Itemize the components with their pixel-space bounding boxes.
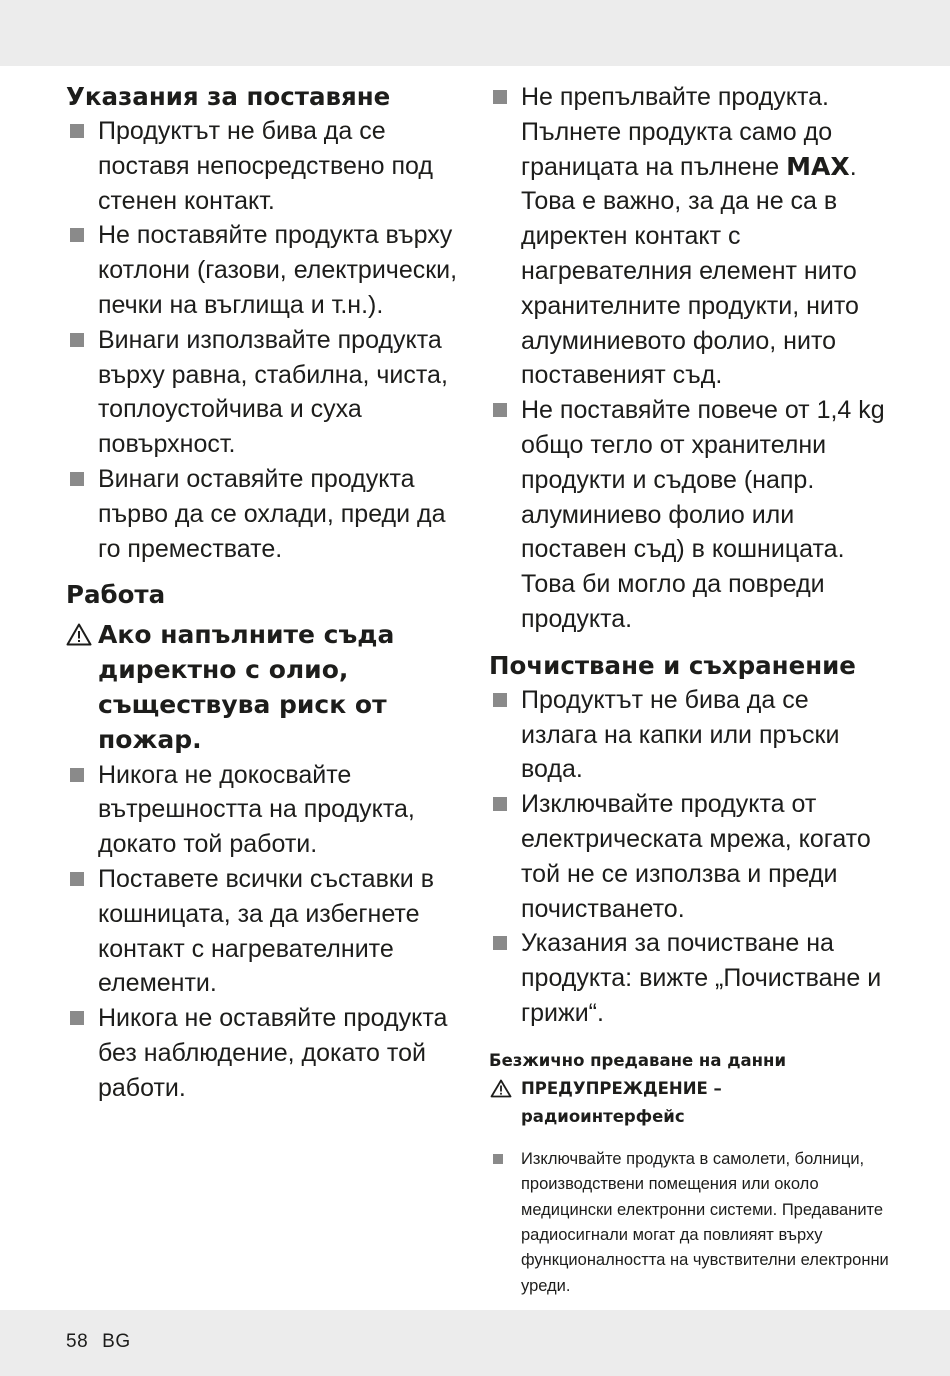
list-item-text: . Това е важно, за да не са в директен контакт с нагревателния елемент нито хранителните продукти, нито алуминиевото фолио, нито поставеният съд. <box>521 152 859 390</box>
warning-line-2: радиоинтерфейс <box>521 1106 685 1126</box>
list-item-text: Не препълвайте продукта. Пълнете продукта само до границата на пълнене <box>521 83 833 181</box>
list-item <box>489 683 889 787</box>
header-band <box>0 0 950 66</box>
square-bullet-icon <box>70 228 84 242</box>
list-item <box>489 393 889 637</box>
list-item-text: Продуктът не бива да се поставя непосредствено под стенен контакт. <box>98 117 433 215</box>
warning-text: Ако напълните съда директно с олио, съществува риск от пожар. <box>98 620 395 754</box>
square-bullet-icon <box>493 90 507 104</box>
cleaning-list <box>489 683 889 1031</box>
square-bullet-icon <box>493 797 507 811</box>
square-bullet-icon <box>70 872 84 886</box>
list-item-text: Не поставяйте повече от 1,4 kg общо тегло от хранителни продукти и съдове (напр. алуминиево фолио или поставен съд) в кошницата. Това би могло да повреди продукта. <box>521 396 885 633</box>
list-item-text: Никога не оставяйте продукта без наблюдение, докато той работи. <box>98 1004 448 1102</box>
list-item-text: Изключвайте продукта от електрическата мрежа, когато той не се използва и преди почистването. <box>521 790 871 923</box>
left-column <box>66 80 466 1106</box>
placement-heading: Указания за поставяне <box>66 82 391 111</box>
wireless-heading: Безжично предаване на данни <box>489 1050 787 1070</box>
fire-risk-warning <box>66 618 466 757</box>
page-number: 58 <box>66 1331 89 1352</box>
list-item-text: Винаги използвайте продукта върху равна, стабилна, чиста, топлоустойчива и суха повърхност. <box>98 325 448 459</box>
list-item-text: Никога не докосвайте вътрешността на продукта, докато той работи. <box>98 760 415 859</box>
list-item-text: Изключвайте продукта в самолети, болници, производствени помещения или около медицински електронни системи. Предаваните радиосигнали могат да повлияят върху функционалността на чувствителни електронни уреди. <box>521 1149 889 1295</box>
warning-line-1: ПРЕДУПРЕЖДЕНИЕ – <box>521 1078 722 1098</box>
list-item-text: Винаги оставяйте продукта първо да се охлади, преди да го премествате. <box>98 464 446 563</box>
square-bullet-icon <box>70 124 84 138</box>
language-code: BG <box>102 1331 131 1352</box>
radio-interface-warning <box>489 1075 889 1131</box>
operation-list-continued <box>489 80 889 637</box>
square-bullet-icon <box>70 333 84 347</box>
square-bullet-icon <box>493 1154 503 1164</box>
operation-heading: Работа <box>66 580 166 610</box>
list-item <box>66 758 466 862</box>
list-item <box>66 218 466 322</box>
cleaning-heading: Почистване и съхранение <box>489 650 856 680</box>
square-bullet-icon <box>70 472 84 486</box>
list-item <box>66 862 466 1001</box>
list-item <box>66 323 466 462</box>
list-item <box>66 114 466 218</box>
warning-triangle-icon <box>490 1079 512 1098</box>
list-item-text: Указания за почистване на продукта: вижте „Почистване и грижи“. <box>521 929 882 1027</box>
list-item-text: Продуктът не бива да се излага на капки или пръски вода. <box>521 685 840 784</box>
list-item-text: Не поставяйте продукта върху котлони (газови, електрически, печки на въглища и т.н.). <box>98 221 458 319</box>
list-item <box>489 926 889 1030</box>
square-bullet-icon <box>70 1011 84 1025</box>
right-column <box>489 80 889 1299</box>
max-marking: MAX <box>786 151 850 181</box>
list-item-text: Поставете всички съставки в кошницата, за да избегнете контакт с нагревателните елементи. <box>98 864 434 998</box>
square-bullet-icon <box>493 693 507 707</box>
wireless-list <box>489 1147 889 1299</box>
list-item <box>489 80 889 393</box>
operation-list <box>66 758 466 1106</box>
list-item <box>66 1001 466 1105</box>
placement-list <box>66 114 466 566</box>
square-bullet-icon <box>493 936 507 950</box>
square-bullet-icon <box>493 403 507 417</box>
list-item <box>489 1147 889 1299</box>
page-footer <box>66 1331 145 1353</box>
list-item <box>66 462 466 566</box>
list-item <box>489 787 889 926</box>
warning-triangle-icon <box>66 623 92 646</box>
square-bullet-icon <box>70 768 84 782</box>
